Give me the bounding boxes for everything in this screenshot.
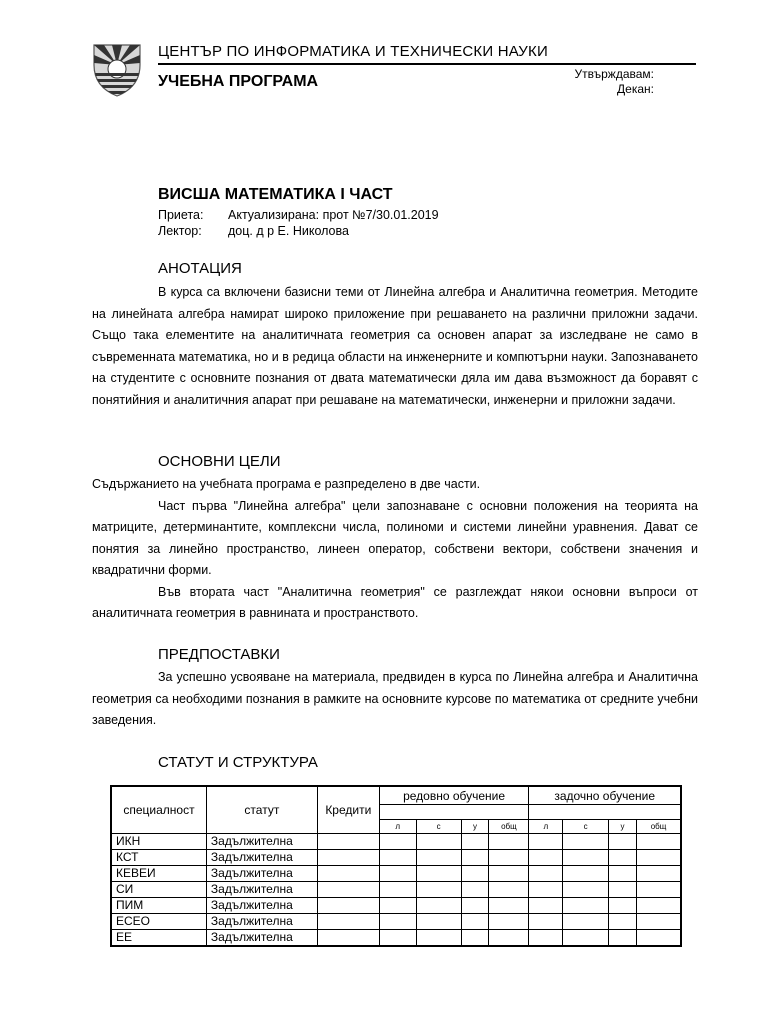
distance-spacer bbox=[529, 805, 681, 820]
table-row bbox=[112, 850, 681, 866]
specialty-cell: СИ bbox=[112, 882, 207, 898]
goals-text bbox=[92, 474, 698, 625]
col-status: статут bbox=[206, 787, 317, 834]
goals-heading: ОСНОВНИ ЦЕЛИ bbox=[158, 453, 281, 470]
table-row bbox=[112, 866, 681, 882]
accepted-row bbox=[158, 207, 439, 223]
prerequisites-heading: ПРЕДПОСТАВКИ bbox=[158, 646, 280, 663]
col-distance: задочно обучение bbox=[529, 787, 681, 805]
specialty-cell: КСТ bbox=[112, 850, 207, 866]
table-row bbox=[112, 834, 681, 850]
status-cell: Задължителна bbox=[206, 930, 317, 946]
status-cell: Задължителна bbox=[206, 914, 317, 930]
sub-col: у bbox=[609, 820, 637, 834]
university-logo bbox=[92, 43, 142, 98]
specialty-cell: ЕЕ bbox=[112, 930, 207, 946]
prerequisites-paragraph: За успешно усвояване на материала, предвиден в курса по Линейна алгебра и Аналитична геометрия са необходими познания в рамките на основните курсове по математика от средните учебни заведения. bbox=[92, 670, 698, 727]
approval-block bbox=[575, 67, 654, 97]
status-cell: Задължителна bbox=[206, 882, 317, 898]
sub-col: у bbox=[461, 820, 489, 834]
annotation-paragraph: В курса са включени базисни теми от Линейна алгебра и Аналитична геометрия. Методите на линейната алгебра намират широко приложение при решаването на различни приложни задачи. Също така елементите на аналитичната геометрия са основен апарат за изследване не само в съвременната математика, но и в редица области на инженерните и компютърни науки. Запознаването на студентите с основните познания от двата математически дяла им дава възможност да боравят с понятийния и аналитичния апарат при решаване на математически, инженерни и приложни задачи. bbox=[92, 285, 698, 407]
table-row bbox=[112, 882, 681, 898]
status-cell: Задължителна bbox=[206, 834, 317, 850]
col-regular: редовно обучение bbox=[379, 787, 529, 805]
document-type-title: УЧЕБНА ПРОГРАМА bbox=[158, 73, 319, 90]
status-cell: Задължителна bbox=[206, 898, 317, 914]
table-row bbox=[112, 930, 681, 946]
lecturer-label: Лектор: bbox=[158, 224, 202, 238]
table-header-row bbox=[112, 787, 681, 805]
goals-paragraph-1: Съдържанието на учебната програма е разпределено в две части. bbox=[92, 477, 481, 491]
status-cell: Задължителна bbox=[206, 866, 317, 882]
sub-col: л bbox=[379, 820, 416, 834]
col-credits: Кредити bbox=[317, 787, 379, 834]
sub-col: общ bbox=[489, 820, 529, 834]
goals-paragraph-2: Част първа "Линейна алгебра" цели запознаване с основни положения на теорията на матриците, детерминантите, комплексни числа, полиноми и системи линейни уравнения. Дават се понятия за линейно пространство, линеен оператор, собствени вектори, собствени значения и квадратични форми. bbox=[92, 498, 698, 577]
specialty-cell: ИКН bbox=[112, 834, 207, 850]
lecturer-value: доц. д р Е. Николова bbox=[228, 224, 349, 238]
accepted-value: Актуализирана: прот №7/30.01.2019 bbox=[228, 208, 439, 222]
goals-paragraph-3: Във втората част "Аналитична геометрия" се разглеждат някои основни въпроси от аналитичната геометрия в равнината и пространството. bbox=[92, 584, 698, 620]
status-cell: Задължителна bbox=[206, 850, 317, 866]
status-table bbox=[111, 786, 681, 946]
organization-title: ЦЕНТЪР ПО ИНФОРМАТИКА И ТЕХНИЧЕСКИ НАУКИ bbox=[158, 43, 548, 60]
regular-spacer bbox=[379, 805, 529, 820]
shield-icon bbox=[92, 43, 142, 98]
approve-label: Утвърждавам: bbox=[574, 67, 654, 81]
table-row bbox=[112, 898, 681, 914]
specialty-cell: ЕСЕО bbox=[112, 914, 207, 930]
sub-col: общ bbox=[637, 820, 681, 834]
sub-col: л bbox=[529, 820, 563, 834]
specialty-cell: КЕВЕИ bbox=[112, 866, 207, 882]
annotation-heading: АНОТАЦИЯ bbox=[158, 260, 242, 277]
course-title: ВИСША МАТЕМАТИКА I ЧАСТ bbox=[158, 186, 393, 203]
table-row bbox=[112, 914, 681, 930]
header-divider bbox=[158, 63, 696, 65]
specialty-cell: ПИМ bbox=[112, 898, 207, 914]
accepted-label: Приета: bbox=[158, 208, 204, 222]
sub-col: с bbox=[563, 820, 609, 834]
lecturer-row bbox=[158, 223, 439, 239]
dean-label: Декан: bbox=[617, 82, 654, 96]
sub-col: с bbox=[416, 820, 461, 834]
course-meta bbox=[158, 207, 439, 239]
annotation-text bbox=[92, 282, 698, 411]
prerequisites-text bbox=[92, 667, 698, 732]
col-specialty: специалност bbox=[112, 787, 207, 834]
status-heading: СТАТУТ И СТРУКТУРА bbox=[158, 754, 318, 771]
